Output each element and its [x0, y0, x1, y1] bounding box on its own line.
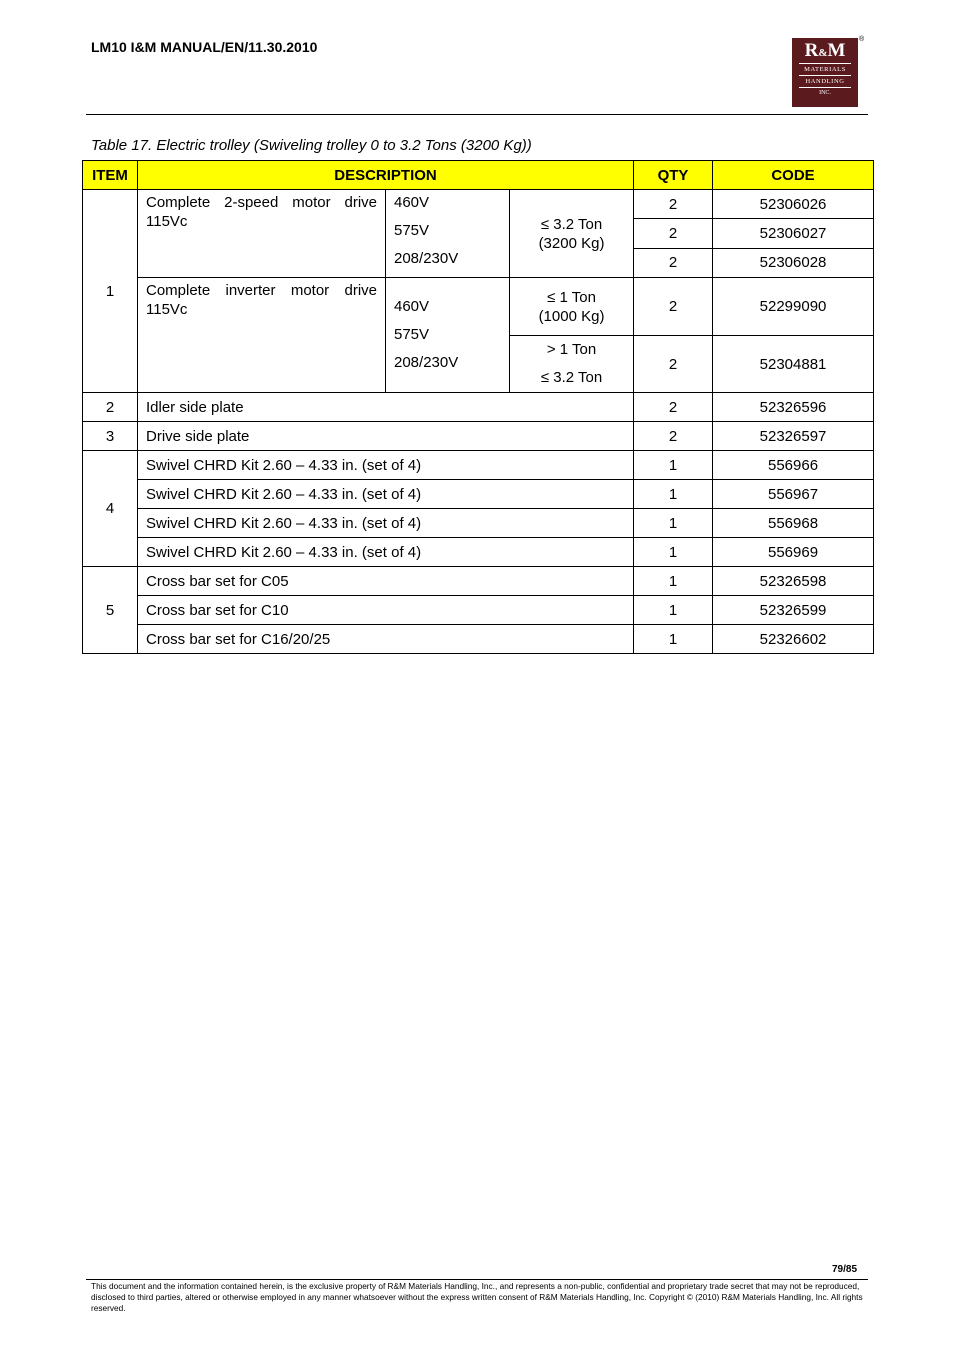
description-cell: Swivel CHRD Kit 2.60 – 4.33 in. (set of 4) — [138, 480, 634, 509]
logo-line-materials: MATERIALS — [804, 66, 846, 73]
voltage-value: 575V — [394, 222, 430, 239]
table-row — [83, 422, 874, 451]
description-cell: Cross bar set for C05 — [138, 567, 634, 596]
qty-cell: 1 — [634, 596, 713, 625]
table-row — [83, 596, 874, 625]
item-number: 5 — [83, 567, 138, 654]
code-cell: 52306028 — [713, 248, 874, 277]
capacity-line: > 1 Ton — [546, 341, 597, 358]
code-cell: 52306027 — [713, 219, 874, 248]
description-cell: Complete 2-speed motor drive 115Vc — [138, 190, 386, 278]
capacity-cell: ≤ 3.2 Ton (3200 Kg) — [510, 190, 634, 278]
description-cell: Cross bar set for C10 — [138, 596, 634, 625]
table-row — [83, 567, 874, 596]
parts-table — [82, 160, 874, 654]
description-cell: Swivel CHRD Kit 2.60 – 4.33 in. (set of 4) — [138, 538, 634, 567]
qty-cell: 1 — [634, 451, 713, 480]
registered-mark: ® — [859, 36, 865, 43]
code-cell: 52326599 — [713, 596, 874, 625]
qty-cell: 1 — [634, 538, 713, 567]
voltage-value: 575V — [394, 326, 430, 343]
logo-line-inc: INC. — [819, 90, 831, 96]
code-cell: 52299090 — [713, 278, 874, 336]
header-description: DESCRIPTION — [138, 161, 634, 190]
code-cell: 52326597 — [713, 422, 874, 451]
document-title: LM10 I&M MANUAL/EN/11.30.2010 — [91, 39, 318, 55]
header-divider — [86, 114, 868, 115]
table-row — [83, 393, 874, 422]
capacity-cell — [510, 336, 634, 393]
table-header-row — [83, 161, 874, 190]
qty-cell: 2 — [634, 393, 713, 422]
code-cell: 556969 — [713, 538, 874, 567]
table-row — [83, 625, 874, 654]
qty-cell: 2 — [634, 336, 713, 393]
voltage-cell — [386, 190, 510, 278]
page-number: 79/85 — [832, 1264, 858, 1275]
description-cell: Cross bar set for C16/20/25 — [138, 625, 634, 654]
code-cell: 52326596 — [713, 393, 874, 422]
table-row — [83, 451, 874, 480]
table-row — [83, 278, 874, 336]
table-row — [83, 190, 874, 219]
footer-divider — [86, 1279, 868, 1280]
legal-notice: This document and the information contained herein, is the exclusive property of R&M Materials Handling, Inc., and represents a non-public, confidential and proprietary trade secret that may not be reproduced, disclosed to third parties, altered or otherwise employed in any manner whatsoever without the express written consent of R&M Materials Handling, Inc. Copyright © (2010) R&M Materials Handling, Inc. All rights reserved. — [91, 1281, 863, 1313]
qty-cell: 2 — [634, 219, 713, 248]
qty-cell: 1 — [634, 509, 713, 538]
voltage-value: 208/230V — [394, 354, 459, 371]
qty-cell: 2 — [634, 422, 713, 451]
table-row — [83, 538, 874, 567]
voltage-cell — [386, 278, 510, 393]
header-item: ITEM — [83, 161, 138, 190]
logo-monogram: R&M — [804, 40, 846, 61]
table-row — [83, 480, 874, 509]
qty-cell: 1 — [634, 625, 713, 654]
qty-cell: 2 — [634, 248, 713, 277]
code-cell: 52326602 — [713, 625, 874, 654]
header-code: CODE — [713, 161, 874, 190]
capacity-cell: ≤ 1 Ton (1000 Kg) — [510, 278, 634, 336]
item-number: 2 — [83, 393, 138, 422]
code-cell: 52326598 — [713, 567, 874, 596]
logo-line-handling: HANDLING — [805, 78, 845, 85]
description-cell: Complete inverter motor drive 115Vc — [138, 278, 386, 393]
code-cell: 556966 — [713, 451, 874, 480]
code-cell: 556968 — [713, 509, 874, 538]
code-cell: 556967 — [713, 480, 874, 509]
table-caption: Table 17. Electric trolley (Swiveling trolley 0 to 3.2 Tons (3200 Kg)) — [91, 137, 532, 154]
item-number: 1 — [83, 190, 138, 393]
header-qty: QTY — [634, 161, 713, 190]
voltage-value: 460V — [394, 298, 430, 315]
table-row — [83, 509, 874, 538]
description-cell: Idler side plate — [138, 393, 634, 422]
description-cell: Swivel CHRD Kit 2.60 – 4.33 in. (set of 4) — [138, 451, 634, 480]
qty-cell: 1 — [634, 480, 713, 509]
qty-cell: 2 — [634, 278, 713, 336]
item-number: 4 — [83, 451, 138, 567]
description-cell: Drive side plate — [138, 422, 634, 451]
voltage-value: 460V — [394, 194, 430, 211]
voltage-value: 208/230V — [394, 250, 459, 267]
description-cell: Swivel CHRD Kit 2.60 – 4.33 in. (set of 4) — [138, 509, 634, 538]
item-number: 3 — [83, 422, 138, 451]
code-cell: 52304881 — [713, 336, 874, 393]
company-logo — [792, 38, 858, 107]
code-cell: 52306026 — [713, 190, 874, 219]
qty-cell: 2 — [634, 190, 713, 219]
qty-cell: 1 — [634, 567, 713, 596]
capacity-line: ≤ 3.2 Ton — [540, 369, 603, 386]
